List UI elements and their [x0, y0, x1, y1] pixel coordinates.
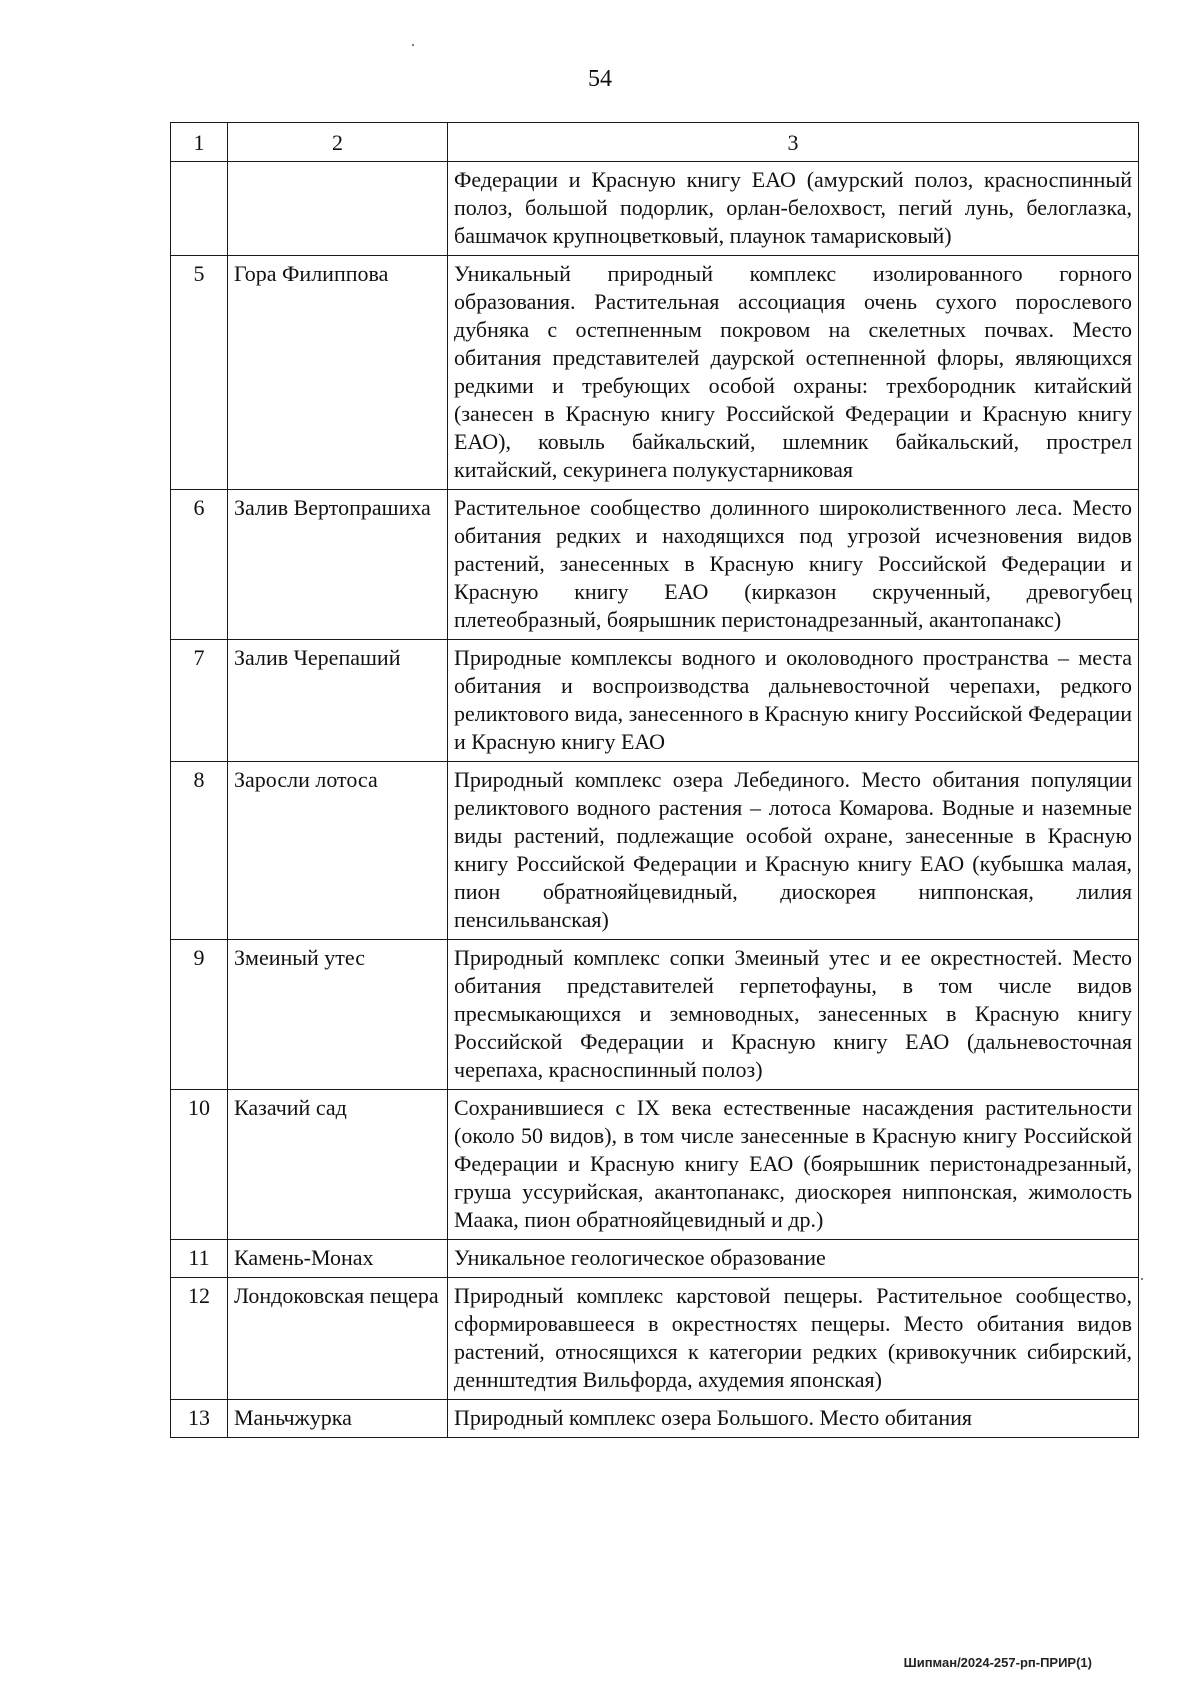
table-row	[171, 1240, 1139, 1278]
row-number	[171, 162, 228, 256]
table-header-row	[171, 123, 1139, 162]
row-name: Залив Черепаший	[228, 640, 448, 762]
row-name: Заросли лотоса	[228, 762, 448, 940]
row-number: 5	[171, 256, 228, 490]
row-name: Маньчжурка	[228, 1400, 448, 1438]
column-header-name: 2	[228, 123, 448, 162]
row-number: 10	[171, 1090, 228, 1240]
row-description: Природный комплекс озера Лебединого. Место обитания популяции реликтового водного растения – лотоса Комарова. Водные и наземные виды растений, подлежащие особой охране, занесенные в Красную книгу Российской Федерации и Красную книгу ЕАО (кубышка малая, пион обратнояйцевидный, диоскорея ниппонская, лилия пенсильванская)	[448, 762, 1139, 940]
row-description: Природный комплекс сопки Змеиный утес и ее окрестностей. Место обитания представителей герпетофауны, в том числе видов пресмыкающихся и земноводных, занесенных в Красную книгу Российской Федерации и Красную книгу ЕАО (дальневосточная черепаха, красноспинный полоз)	[448, 940, 1139, 1090]
row-number: 7	[171, 640, 228, 762]
row-description: Федерации и Красную книгу ЕАО (амурский полоз, красноспинный полоз, большой подорлик, орлан-белохвост, пегий лунь, белоглазка, башмачок крупноцветковый, плаунок тамарисковый)	[448, 162, 1139, 256]
row-description: Сохранившиеся с IX века естественные насаждения растительности (около 50 видов), в том числе занесенные в Красную книгу Российской Федерации и Красную книгу ЕАО (боярышник перистонадрезанный, груша уссурийская, акантопанакс, диоскорея ниппонская, жимолость Маака, пион обратнояйцевидный и др.)	[448, 1090, 1139, 1240]
column-header-description: 3	[448, 123, 1139, 162]
table-row	[171, 490, 1139, 640]
row-number: 13	[171, 1400, 228, 1438]
table-row	[171, 1400, 1139, 1438]
row-number: 12	[171, 1278, 228, 1400]
row-number: 9	[171, 940, 228, 1090]
row-description: Уникальное геологическое образование	[448, 1240, 1139, 1278]
row-name: Лондоковская пещера	[228, 1278, 448, 1400]
page-number: 54	[588, 66, 612, 92]
column-header-number: 1	[171, 123, 228, 162]
document-code: Шипман/2024-257-рп-ПРИР(1)	[903, 1655, 1092, 1670]
table-row	[171, 640, 1139, 762]
row-description: Уникальный природный комплекс изолированного горного образования. Растительная ассоциация очень сухого порослевого дубняка с остепненным покровом на скелетных почвах. Место обитания представителей даурской остепненной флоры, являющихся редкими и требующих особой охраны: трехбородник китайский (занесен в Красную книгу Российской Федерации и Красную книгу ЕАО), ковыль байкальский, шлемник байкальский, прострел китайский, секуринега полукустарниковая	[448, 256, 1139, 490]
row-description: Природный комплекс карстовой пещеры. Растительное сообщество, сформировавшееся в окрестностях пещеры. Место обитания видов растений, относящихся к категории редких (кривокучник сибирский, деннштедтия Вильфорда, ахудемия японская)	[448, 1278, 1139, 1400]
row-number: 6	[171, 490, 228, 640]
row-name: Казачий сад	[228, 1090, 448, 1240]
row-description: Растительное сообщество долинного широколиственного леса. Место обитания редких и находящихся под угрозой исчезновения видов растений, занесенных в Красную книгу Российской Федерации и Красную книгу ЕАО (кирказон скрученный, древогубец плетеобразный, боярышник перистонадрезанный, акантопанакс)	[448, 490, 1139, 640]
row-name: Залив Вертопрашиха	[228, 490, 448, 640]
row-description: Природный комплекс озера Большого. Место обитания	[448, 1400, 1139, 1438]
scan-speck	[412, 44, 414, 46]
row-name: Гора Филиппова	[228, 256, 448, 490]
row-name: Змеиный утес	[228, 940, 448, 1090]
row-description: Природные комплексы водного и околоводного пространства – места обитания и воспроизводства дальневосточной черепахи, редкого реликтового вида, занесенного в Красную книгу Российской Федерации и Красную книгу ЕАО	[448, 640, 1139, 762]
protected-areas-table	[170, 122, 1139, 1438]
table-row	[171, 1278, 1139, 1400]
row-number: 11	[171, 1240, 228, 1278]
table-row	[171, 256, 1139, 490]
row-name	[228, 162, 448, 256]
table-row	[171, 940, 1139, 1090]
scan-speck	[1141, 1278, 1143, 1280]
table-row	[171, 762, 1139, 940]
row-number: 8	[171, 762, 228, 940]
table-row	[171, 162, 1139, 256]
table-row	[171, 1090, 1139, 1240]
row-name: Камень-Монах	[228, 1240, 448, 1278]
